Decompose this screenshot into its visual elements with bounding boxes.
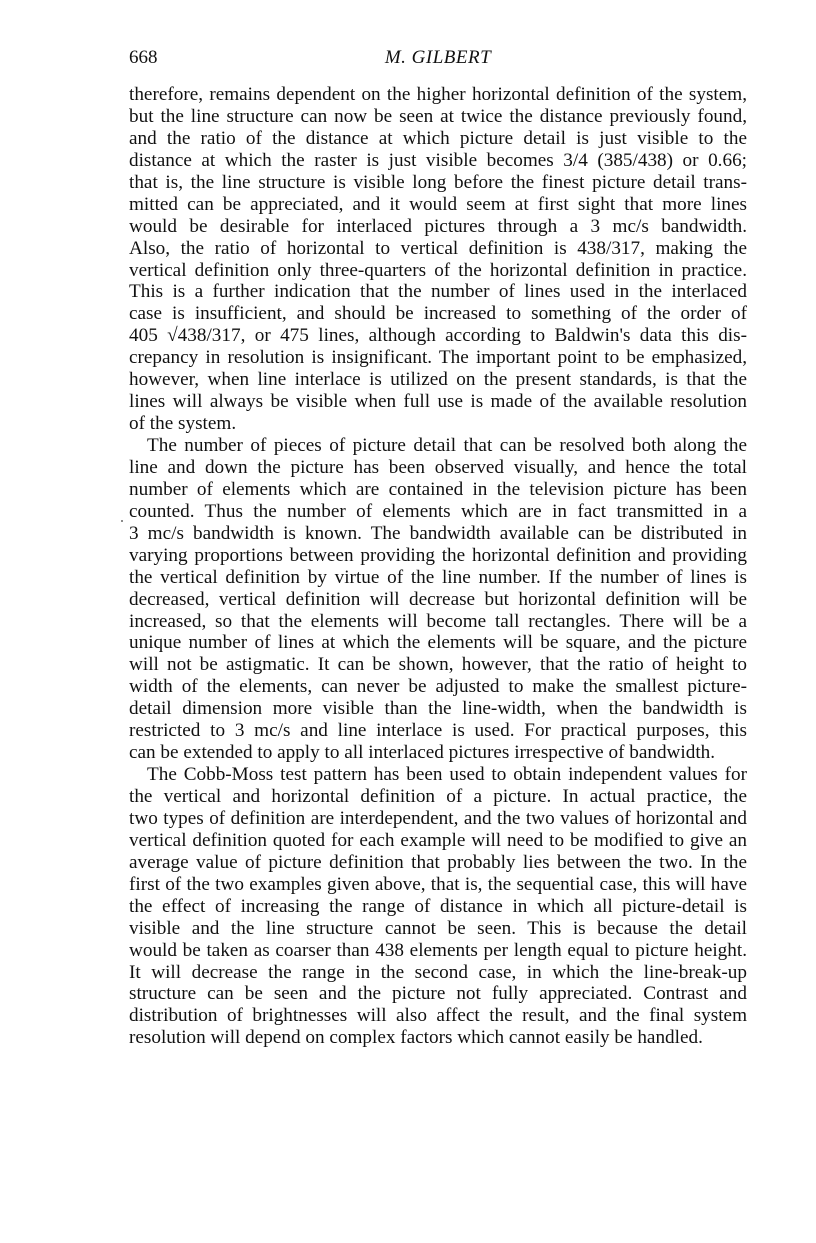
text-line: however, when line interlace is utilized on the present standards, is that the — [129, 369, 747, 391]
text-line: distribution of brightnesses will also affect the result, and the final system — [129, 1005, 747, 1027]
text-line: detail dimension more visible than the line-width, when the bandwidth is — [129, 698, 747, 720]
text-line: and the ratio of the distance at which picture detail is just visible to the — [129, 127, 747, 149]
text-line: 405 √438/317, or 475 lines, although according to Baldwin's data this dis- — [129, 325, 747, 347]
text-line: the vertical definition by virtue of the line number. If the number of lines is — [129, 566, 747, 588]
text-line: would be taken as coarser than 438 elements per length equal to picture height. — [129, 939, 747, 961]
text-line: two types of definition are interdependent, and the two values of horizontal and — [129, 807, 747, 829]
text-line: 3 mc/s bandwidth is known. The bandwidth available can be distributed in — [129, 522, 747, 544]
text-line: of the system. — [129, 413, 237, 435]
page-header — [129, 47, 747, 73]
text-line: mitted can be appreciated, and it would seem at first sight that more lines — [129, 193, 747, 215]
text-line: vertical definition only three-quarters of the horizontal definition in practice. — [129, 259, 747, 281]
text-line: number of elements which are contained in the television picture has been — [129, 478, 747, 500]
text-line: The number of pieces of picture detail that can be resolved both along the — [147, 435, 747, 456]
text-line: The Cobb-Moss test pattern has been used to obtain independent values for — [147, 764, 747, 786]
text-line: the effect of increasing the range of distance in which all picture-detail is — [129, 895, 747, 917]
text-line: structure can be seen and the picture not fully appreciated. Contrast and — [129, 983, 747, 1005]
text-line: vertical definition quoted for each example will need to be modified to give an — [129, 829, 747, 851]
text-line: would be desirable for interlaced pictures through a 3 mc/s bandwidth. — [129, 215, 747, 237]
text-line: width of the elements, can never be adjusted to make the smallest picture- — [129, 676, 747, 698]
text-line: resolution will depend on complex factors which cannot easily be handled. — [129, 1027, 703, 1049]
text-line: first of the two examples given above, that is, the sequential case, this will have — [129, 873, 747, 895]
stray-mark — [121, 520, 123, 522]
text-line: Also, the ratio of horizontal to vertical definition is 438/317, making the — [129, 237, 747, 259]
text-line: line and down the picture has been observed visually, and hence the total — [129, 456, 747, 478]
text-line: the vertical and horizontal definition of a picture. In actual practice, the — [129, 786, 747, 807]
text-line: lines will always be visible when full use is made of the available resolution — [129, 391, 747, 413]
text-line: visible and the line structure cannot be seen. This is because the detail — [129, 917, 747, 939]
text-line: case is insufficient, and should be increased to something of the order of — [129, 303, 747, 325]
text-line: but the line structure can now be seen at twice the distance previously found, — [129, 105, 747, 127]
text-line: counted. Thus the number of elements which are in fact transmitted in a — [129, 500, 747, 522]
text-line: This is a further indication that the number of lines used in the interlaced — [129, 281, 747, 303]
text-line: distance at which the raster is just visible becomes 3/4 (385/438) or 0.66; — [129, 149, 747, 171]
paragraph — [129, 764, 747, 1049]
text-line: will not be astigmatic. It can be shown, however, that the ratio of height to — [129, 654, 747, 676]
running-head: M. GILBERT — [384, 47, 492, 68]
text-line: decreased, vertical definition will decrease but horizontal definition will be — [129, 588, 747, 610]
paragraph — [129, 435, 747, 764]
text-line: crepancy in resolution is insignificant. The important point to be emphasized, — [129, 347, 747, 369]
text-line: It will decrease the range in the second case, in which the line-break-up — [129, 961, 747, 983]
text-line: average value of picture definition that probably lies between the two. In the — [129, 851, 747, 873]
text-line: unique number of lines at which the elements will be square, and the picture — [129, 632, 747, 654]
paragraph — [129, 84, 747, 435]
body-text — [129, 84, 747, 1049]
text-line: therefore, remains dependent on the higher horizontal definition of the system, — [129, 84, 747, 105]
page-number: 668 — [129, 47, 158, 68]
text-line: varying proportions between providing the horizontal definition and providing — [129, 544, 747, 566]
text-line: restricted to 3 mc/s and line interlace is used. For practical purposes, this — [129, 720, 747, 742]
text-line: can be extended to apply to all interlaced pictures irrespective of bandwidth. — [129, 742, 716, 764]
text-line: increased, so that the elements will become tall rectangles. There will be a — [129, 610, 747, 632]
text-line: that is, the line structure is visible long before the finest picture detail trans- — [129, 171, 747, 193]
